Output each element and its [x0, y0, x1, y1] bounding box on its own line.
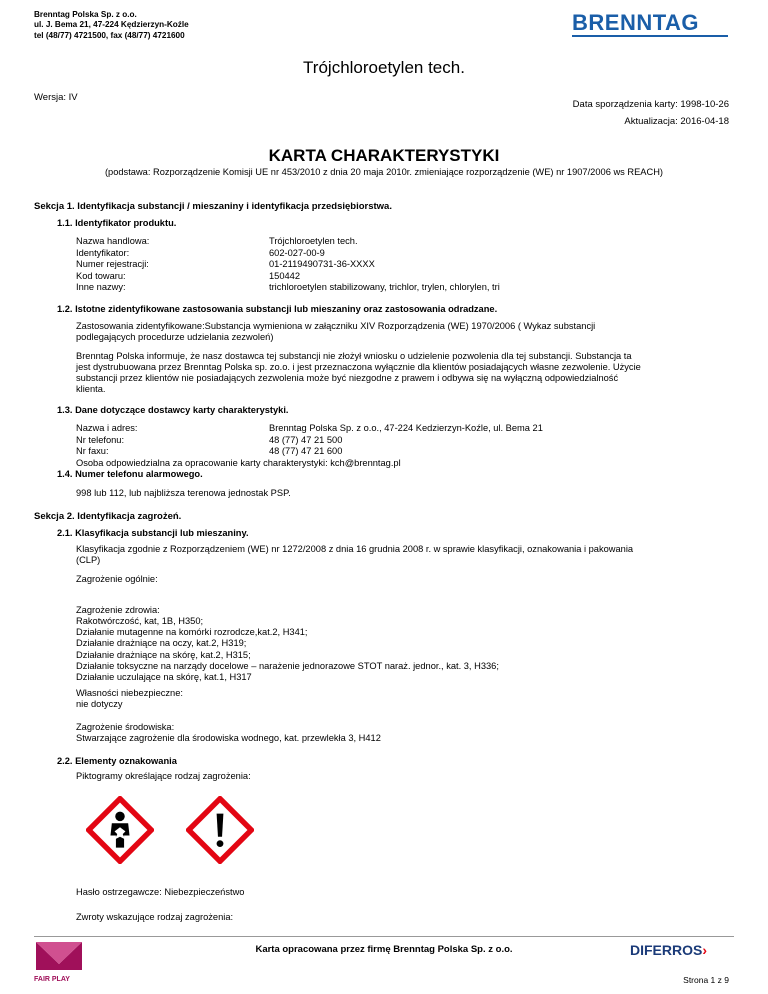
- text-line: substancji przez klientów nie posiadających zezwolenia może być niezgodne z prawem i odbywa się na wyłączną odpowiedzialność: [76, 373, 619, 384]
- footer-text: Karta opracowana przez firmę Brenntag Polska Sp. z o.o.: [255, 944, 513, 955]
- hazard-statements-label: Zwroty wskazujące rodzaj zagrożenia:: [76, 912, 234, 922]
- text-line: podlegających procedurze udzielania zezwoleń): [76, 332, 274, 343]
- list-item: Działanie mutagenne na komórki rozrodcze,kat.2, H341;: [76, 627, 308, 638]
- environmental-hazard-heading: Zagrożenie środowiska:: [76, 722, 175, 732]
- exclamation-pictogram: [186, 796, 254, 864]
- signal-word: Hasło ostrzegawcze: Niebezpieczeństwo: [76, 887, 245, 897]
- dates: [573, 97, 729, 130]
- section-2-1-heading: 2.1. Klasyfikacja substancji lub mieszaniny.: [57, 528, 249, 538]
- section-1-2-heading: 1.2. Istotne zidentyfikowane zastosowania substancji lub mieszaniny oraz zastosowania odradzane.: [57, 304, 498, 314]
- company-phone: tel (48/77) 4721500, fax (48/77) 4721600: [34, 30, 185, 40]
- diferros-logo: [630, 942, 707, 959]
- general-hazard: Zagrożenie ogólnie:: [76, 574, 158, 584]
- brenntag-logo: [566, 8, 730, 38]
- fairplay-label: FAIR PLAY: [34, 976, 70, 983]
- company-name: Brenntag Polska Sp. z o.o.: [34, 10, 137, 19]
- identified-uses-text: [76, 321, 595, 343]
- section-1-4-heading: 1.4. Numer telefonu alarmowego.: [57, 469, 203, 479]
- emergency-phone: 998 lub 112, lub najbliższa terenowa jednostak PSP.: [76, 488, 291, 498]
- section-2-heading: Sekcja 2. Identyfikacja zagrożeń.: [34, 511, 182, 522]
- dangerous-properties: [76, 688, 183, 710]
- diferros-text: DIFERROS: [630, 942, 703, 958]
- text-line: jest dystrubuowana przez Brenntag Polska sp. zo.o. i jest przeznaczona wyłącznie dla klientów posiadających własne zezwolenie. Użycie: [76, 362, 641, 373]
- list-item: Rakotwórczość, kat, 1B, H350;: [76, 616, 204, 627]
- section-1-heading: Sekcja 1. Identyfikacja substancji / mieszaniny i identyfikacja przedsiębiorstwa.: [34, 201, 392, 212]
- footer-divider: [34, 936, 734, 937]
- supplier-table: Nazwa i adres: Brenntag Polska Sp. z o.o., 47-224 Kedzierzyn-Koźle, ul. Bema 21 Nr telefonu: 48 (77) 47 21 500 Nr faxu: 48 (77) 47 21 600: [76, 423, 543, 456]
- page-number: Strona 1 z 9: [683, 975, 729, 985]
- product-identifier-table: Nazwa handlowa: Trójchloroetylen tech. Identyfikator: 602-027-00-9 Numer rejestracji: 01-2119490731-36-XXXX Kod towaru: 150442 Inne nazwy: trichloroetylen stabilizowany, trichlor, trylen, chlorylen, tri: [76, 236, 500, 292]
- text-line: (CLP): [76, 555, 101, 566]
- company-address: [34, 10, 189, 41]
- health-hazard-heading: Zagrożenie zdrowia:: [76, 605, 160, 615]
- date-created: Data sporządzenia karty: 1998-10-26: [572, 99, 729, 110]
- list-item: Działanie drażniące na oczy, kat.2, H319;: [76, 638, 247, 649]
- document-title: KARTA CHARAKTERYSTYKI: [268, 146, 500, 165]
- health-hazards: [76, 605, 499, 683]
- diferros-chevron-icon: ›: [702, 942, 708, 958]
- classification-text: [76, 544, 633, 566]
- logo-underline: [572, 35, 728, 37]
- company-street: ul. J. Bema 21, 47-224 Kędzierzyn-Koźle: [34, 20, 189, 30]
- text-line: Klasyfikacja zgodnie z Rozporządzeniem (WE) nr 1272/2008 z dnia 16 grudnia 2008 r. w sprawie klasyfikacji, oznakowania i pakowania: [76, 544, 634, 554]
- environmental-hazard-value: Stwarzające zagrożenie dla środowiska wodnego, kat. przewlekła 3, H412: [76, 733, 381, 744]
- product-title: Trójchloroetylen tech.: [303, 58, 465, 77]
- text-line: klienta.: [76, 384, 106, 395]
- text-line: Zastosowania zidentyfikowane:Substancja wymieniona w załączniku XIV Rozporządzenia (WE) 1970/2006 ( Wykaz substancji: [76, 321, 596, 331]
- dangerous-properties-heading: Własności niebezpieczne:: [76, 688, 183, 698]
- section-2-2-heading: 2.2. Elementy oznakowania: [57, 756, 177, 766]
- responsible-person: Osoba odpowiedzialna za opracowanie karty charakterystyki: kch@brenntag.pl: [76, 458, 401, 468]
- list-item: Działanie toksyczne na narządy docelowe – narażenie jednorazowe STOT naraż. jednor., kat. 3, H336;: [76, 660, 499, 671]
- brenntag-notice-text: [76, 351, 641, 396]
- environmental-hazard: [76, 722, 381, 744]
- section-1-1-heading: 1.1. Identyfikator produktu.: [57, 218, 177, 228]
- list-item: Działanie drażniące na skórę, kat.2, H315;: [76, 649, 251, 660]
- dangerous-properties-value: nie dotyczy: [76, 699, 123, 710]
- legal-basis: (podstawa: Rozporządzenie Komisji UE nr 453/2010 z dnia 20 maja 2010r. zmieniające rozporządzenie (WE) nr 1907/2006 ws REACH): [104, 167, 664, 177]
- text-line: Brenntag Polska informuje, że nasz dostawca tej substancji nie złożył wniosku o udzielenie pozwolenia dla tej substancji. Substancja ta: [76, 351, 632, 361]
- health-hazard-pictogram: [86, 796, 154, 864]
- list-item: Działanie uczulające na skórę, kat.1, H317: [76, 671, 252, 682]
- section-1-3-heading: 1.3. Dane dotyczące dostawcy karty charakterystyki.: [57, 405, 289, 415]
- pictograms-label: Piktogramy określające rodzaj zagrożenia:: [76, 771, 251, 781]
- date-updated: Aktualizacja: 2016-04-18: [624, 115, 729, 127]
- version: Wersja: IV: [34, 92, 78, 103]
- logo-text: BRENNTAG: [572, 10, 700, 35]
